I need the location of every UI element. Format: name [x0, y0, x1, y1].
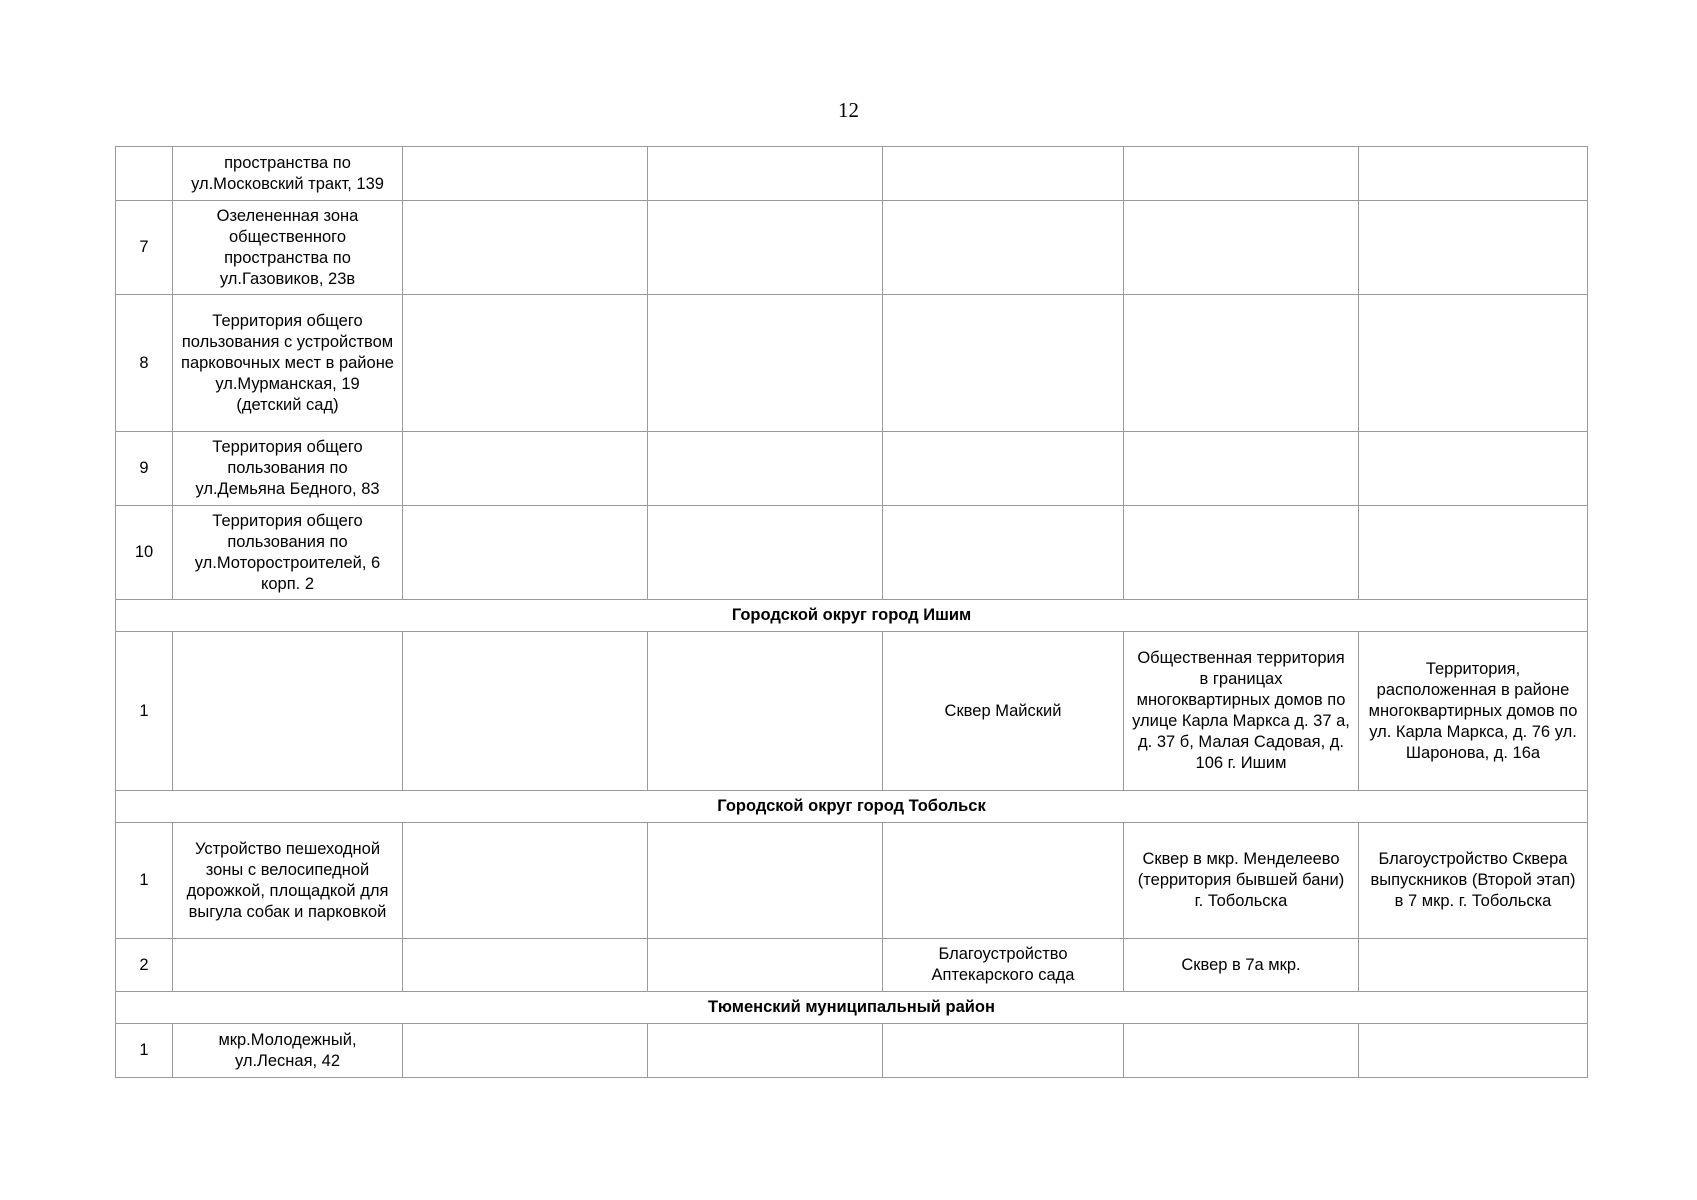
table-cell: [648, 147, 883, 201]
table-row: [116, 295, 1588, 432]
row-number-cell: 10: [116, 506, 173, 600]
table-cell: [1124, 295, 1359, 432]
table-row: [116, 432, 1588, 506]
table-cell: Благоустройство Аптекарского сада: [883, 939, 1124, 992]
section-header-tobolsk: Городской округ город Тобольск: [116, 791, 1588, 823]
table-cell: [1359, 939, 1588, 992]
table-row: [116, 147, 1588, 201]
table-cell: [883, 295, 1124, 432]
table-cell: [173, 939, 403, 992]
row-number-cell: 9: [116, 432, 173, 506]
section-header-ishim: Городской округ город Ишим: [116, 600, 1588, 632]
row-number-cell: 7: [116, 201, 173, 295]
row-number-cell: [116, 147, 173, 201]
table-cell: [648, 506, 883, 600]
table-cell: пространства по ул.Московский тракт, 139: [173, 147, 403, 201]
table-cell: [403, 939, 648, 992]
table-cell: [173, 632, 403, 791]
row-number-cell: 2: [116, 939, 173, 992]
table-cell: [403, 632, 648, 791]
table-cell: [403, 295, 648, 432]
table-cell: [883, 823, 1124, 939]
table-row: [116, 201, 1588, 295]
table-cell: мкр.Молодежный, ул.Лесная, 42: [173, 1024, 403, 1078]
table-cell: [403, 201, 648, 295]
table-cell: [1124, 506, 1359, 600]
table-row: [116, 632, 1588, 791]
table-row: [116, 506, 1588, 600]
table-cell: [648, 432, 883, 506]
table-cell: [403, 823, 648, 939]
table-cell: Сквер в мкр. Менделеево (территория бывшей бани) г. Тобольска: [1124, 823, 1359, 939]
table-cell: [403, 432, 648, 506]
page-number: 12: [838, 98, 859, 122]
table-cell: [1359, 147, 1588, 201]
table-cell: [883, 506, 1124, 600]
table-cell: [403, 147, 648, 201]
table-cell: [883, 201, 1124, 295]
row-number-cell: 1: [116, 632, 173, 791]
table-cell: [883, 432, 1124, 506]
table-row: [116, 939, 1588, 992]
table-cell: [648, 632, 883, 791]
table-row: [116, 1024, 1588, 1078]
table-cell: Территория, расположенная в районе многоквартирных домов по ул. Карла Маркса, д. 76 ул. Шаронова, д. 16а: [1359, 632, 1588, 791]
table-cell: Сквер в 7а мкр.: [1124, 939, 1359, 992]
table-cell: [648, 823, 883, 939]
table-cell: [648, 1024, 883, 1078]
table-cell: [1359, 506, 1588, 600]
table-cell: [1359, 295, 1588, 432]
table-cell: Устройство пешеходной зоны с велосипедной дорожкой, площадкой для выгула собак и парковкой: [173, 823, 403, 939]
table-cell: Благоустройство Сквера выпускников (Второй этап) в 7 мкр. г. Тобольска: [1359, 823, 1588, 939]
projects-table: [115, 146, 1588, 1078]
table-cell: [1124, 201, 1359, 295]
row-number-cell: 1: [116, 1024, 173, 1078]
table-cell: [1359, 432, 1588, 506]
table-cell: [1359, 1024, 1588, 1078]
section-header-row: [116, 600, 1588, 632]
table-cell: Озелененная зона общественного пространства по ул.Газовиков, 23в: [173, 201, 403, 295]
row-number-cell: 8: [116, 295, 173, 432]
table-cell: Общественная территория в границах многоквартирных домов по улице Карла Маркса д. 37 а, д. 37 б, Малая Садовая, д. 106 г. Ишим: [1124, 632, 1359, 791]
table-cell: [648, 201, 883, 295]
table-cell: [1124, 432, 1359, 506]
table-cell: [648, 939, 883, 992]
table-cell: [403, 506, 648, 600]
section-header-row: [116, 791, 1588, 823]
table-cell: Сквер Майский: [883, 632, 1124, 791]
table-cell: [403, 1024, 648, 1078]
table-cell: [648, 295, 883, 432]
table-cell: Территория общего пользования с устройством парковочных мест в районе ул.Мурманская, 19 (детский сад): [173, 295, 403, 432]
row-number-cell: 1: [116, 823, 173, 939]
table-cell: [883, 1024, 1124, 1078]
section-header-row: [116, 992, 1588, 1024]
table-row: [116, 823, 1588, 939]
section-header-tyumen: Тюменский муниципальный район: [116, 992, 1588, 1024]
table-cell: [1124, 147, 1359, 201]
table-cell: [1124, 1024, 1359, 1078]
table-cell: Территория общего пользования по ул.Моторостроителей, 6 корп. 2: [173, 506, 403, 600]
table-cell: [1359, 201, 1588, 295]
table-cell: Территория общего пользования по ул.Демьяна Бедного, 83: [173, 432, 403, 506]
table-cell: [883, 147, 1124, 201]
